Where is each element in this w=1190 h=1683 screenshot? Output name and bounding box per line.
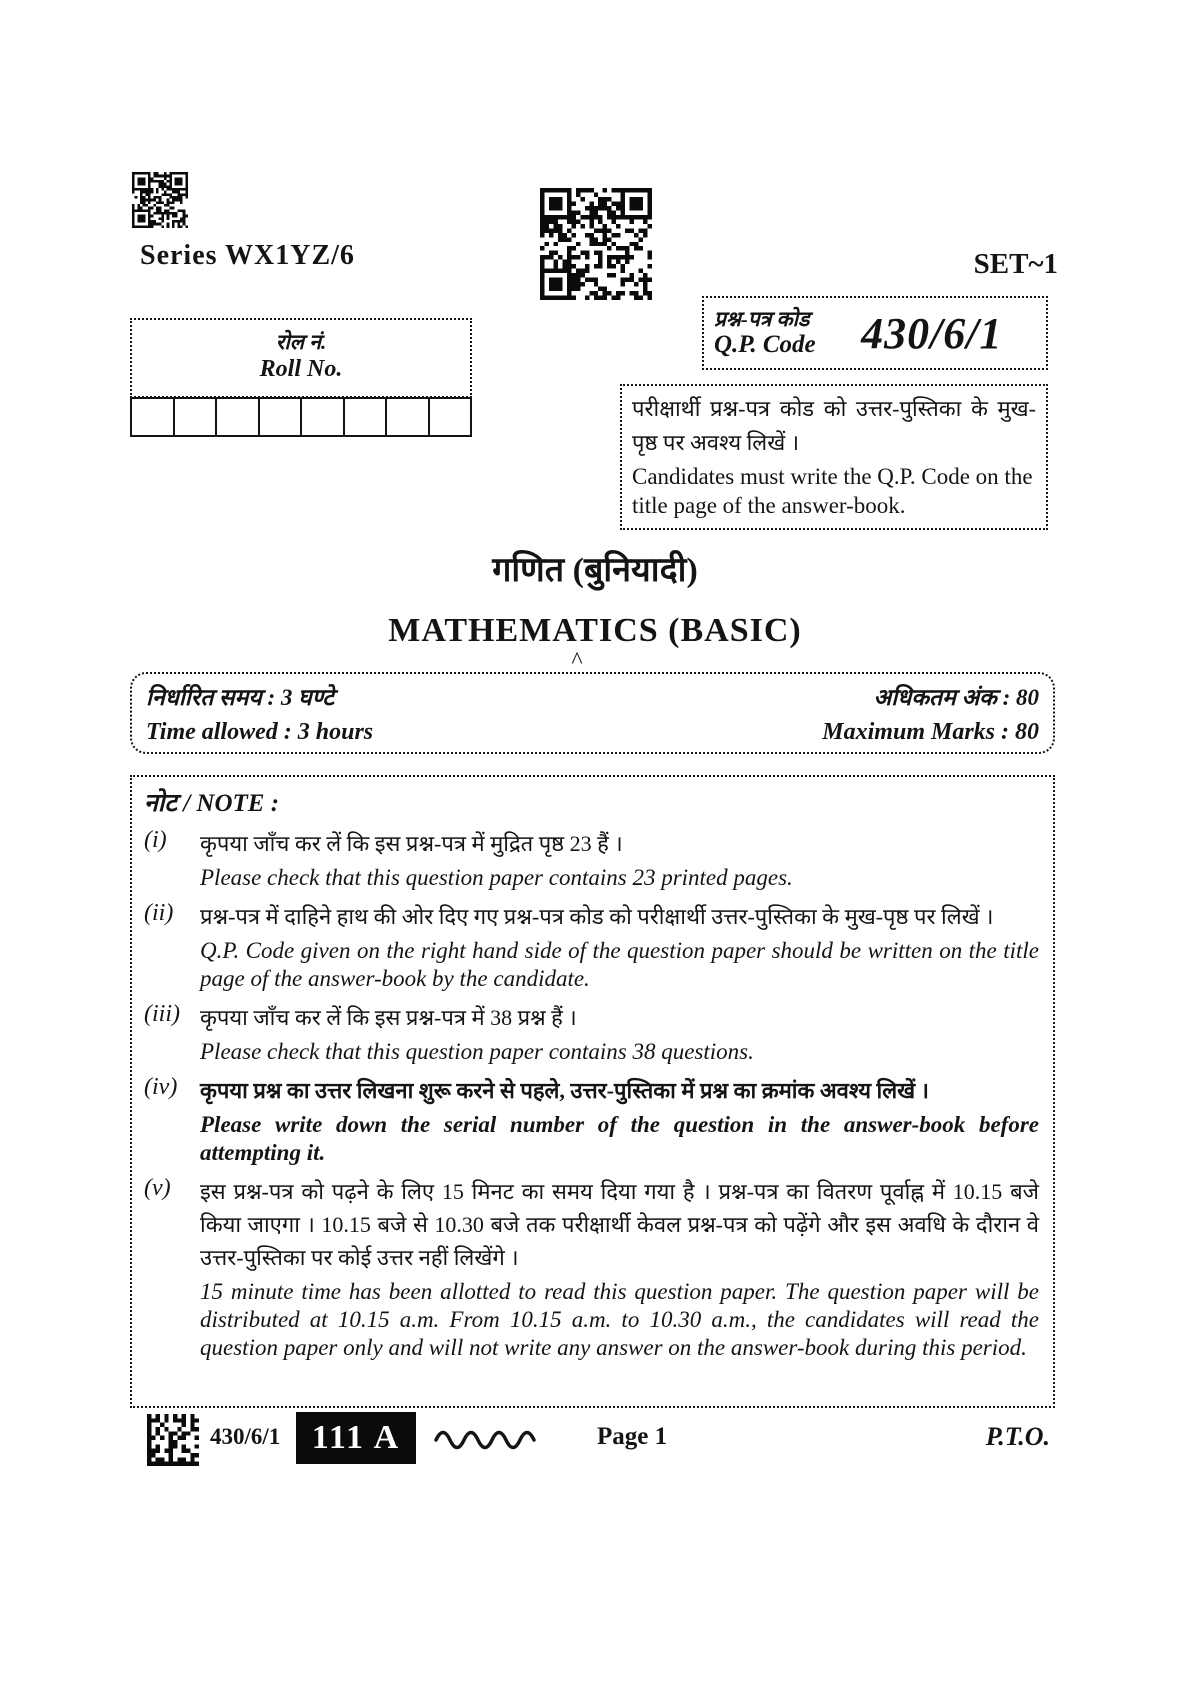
note-heading: नोट / NOTE : bbox=[144, 790, 280, 817]
roll-cell bbox=[130, 397, 174, 437]
series-label: Series WX1YZ/6 bbox=[140, 240, 355, 271]
note-item-body bbox=[200, 1074, 1039, 1167]
candidates-note-box bbox=[620, 384, 1048, 530]
note-item-ii bbox=[144, 900, 1039, 993]
qr-code-main-icon bbox=[540, 188, 652, 300]
note-item-iv bbox=[144, 1074, 1039, 1167]
note-item-english: Please check that this question paper contains 23 printed pages. bbox=[200, 865, 793, 890]
note-item-english: 15 minute time has been allotted to read this question paper. The question paper will be distributed at 10.15 a.m. From 10.15 a.m. to 10.30 a.m., the candidates will read the question paper only and will not write any answer on the answer-book during this period. bbox=[200, 1279, 1039, 1360]
note-item-hindi: कृपया प्रश्न का उत्तर लिखना शुरू करने से पहले, उत्तर-पुस्तिका में प्रश्न का क्रमांक अवश्य लिखें । bbox=[200, 1078, 929, 1103]
roll-cell bbox=[259, 397, 302, 437]
roll-label-hindi: रोल नं. bbox=[275, 330, 327, 354]
roll-cell bbox=[344, 397, 387, 437]
footer-qp-code: 430/6/1 bbox=[210, 1424, 281, 1449]
note-item-english: Q.P. Code given on the right hand side of the question paper should be written on the title page of the answer-book by the candidate. bbox=[200, 938, 1039, 991]
note-item-i bbox=[144, 827, 1039, 892]
note-box bbox=[130, 775, 1055, 1408]
candidates-note-hindi: परीक्षार्थी प्रश्न-पत्र कोड को उत्तर-पुस्तिका के मुख-पृष्ठ पर अवश्य लिखें । bbox=[632, 396, 1036, 455]
time-allowed-english: Time allowed : 3 hours bbox=[146, 719, 374, 745]
note-item-hindi: इस प्रश्न-पत्र को पढ़ने के लिए 15 मिनट का समय दिया गया है । प्रश्न-पत्र का वितरण पूर्वाह्न में 10.15 बजे किया जाएगा । 10.15 बजे से 10.30 बजे तक परीक्षार्थी केवल प्रश्न-पत्र को पढ़ेंगे और इस अवधि के दौरान वे उत्तर-पुस्तिका पर कोई उत्तर नहीं लिखेंगे । bbox=[200, 1179, 1039, 1270]
pto-label: P.T.O. bbox=[985, 1422, 1050, 1451]
qp-code-label-english: Q.P. Code bbox=[714, 330, 816, 358]
note-item-body bbox=[200, 1001, 1039, 1066]
note-item-number: (iv) bbox=[144, 1074, 178, 1100]
subject-title-hindi: गणित (बुनियादी) bbox=[492, 552, 698, 589]
maximum-marks-english: Maximum Marks : 80 bbox=[822, 719, 1039, 745]
data-matrix-barcode-icon bbox=[147, 1414, 199, 1466]
time-marks-row-hindi bbox=[146, 680, 1039, 712]
note-item-english: Please write down the serial number of the question in the answer-book before attempting it. bbox=[200, 1112, 1039, 1165]
note-item-hindi: कृपया जाँच कर लें कि इस प्रश्न-पत्र में मुद्रित पृष्ठ 23 हैं । bbox=[200, 831, 623, 856]
candidates-note-english: Candidates must write the Q.P. Code on the title page of the answer-book. bbox=[632, 464, 1033, 518]
qp-code-labels bbox=[714, 307, 816, 360]
note-item-v bbox=[144, 1175, 1039, 1362]
note-item-hindi: प्रश्न-पत्र में दाहिने हाथ की ओर दिए गए प्रश्न-पत्र कोड को परीक्षार्थी उत्तर-पुस्तिका के मुख-पृष्ठ पर लिखें । bbox=[200, 904, 994, 929]
note-item-number: (iii) bbox=[144, 1001, 180, 1027]
note-item-number: (ii) bbox=[144, 900, 174, 926]
caret-mark: ^ bbox=[571, 648, 583, 674]
qr-code-small-icon bbox=[132, 170, 188, 230]
roll-cell bbox=[301, 397, 344, 437]
roll-number-box bbox=[130, 318, 472, 398]
note-item-iii bbox=[144, 1001, 1039, 1066]
squiggle-line-icon bbox=[432, 1426, 544, 1452]
subject-title-english: MATHEMATICS (BASIC) bbox=[388, 612, 802, 649]
set-label: SET~1 bbox=[973, 248, 1058, 280]
time-marks-box bbox=[130, 672, 1055, 754]
roll-cell bbox=[174, 397, 217, 437]
time-marks-row-english bbox=[146, 719, 1039, 746]
footer-center-code-badge bbox=[296, 1412, 416, 1464]
time-allowed-hindi: निर्धारित समय : 3 घण्टे bbox=[146, 685, 334, 710]
page-number-label: Page 1 bbox=[597, 1423, 668, 1450]
qp-code-box bbox=[702, 296, 1048, 370]
note-item-hindi: कृपया जाँच कर लें कि इस प्रश्न-पत्र में 38 प्रश्न हैं । bbox=[200, 1005, 577, 1030]
roll-number-cells bbox=[130, 397, 472, 437]
note-item-number: (i) bbox=[144, 827, 167, 853]
note-item-english: Please check that this question paper contains 38 questions. bbox=[200, 1039, 754, 1064]
qp-code-label-hindi: प्रश्न-पत्र कोड bbox=[714, 306, 810, 331]
roll-cell bbox=[386, 397, 429, 437]
note-item-number: (v) bbox=[144, 1175, 171, 1201]
maximum-marks-hindi: अधिकतम अंक : 80 bbox=[873, 685, 1039, 710]
note-item-body bbox=[200, 1175, 1039, 1362]
footer-center-code: 111 A bbox=[311, 1419, 401, 1456]
note-item-body bbox=[200, 900, 1039, 993]
roll-cell bbox=[429, 397, 473, 437]
note-item-body bbox=[200, 827, 1039, 892]
qp-code-value: 430/6/1 bbox=[861, 308, 1003, 358]
roll-label-english: Roll No. bbox=[259, 356, 343, 382]
roll-cell bbox=[216, 397, 259, 437]
